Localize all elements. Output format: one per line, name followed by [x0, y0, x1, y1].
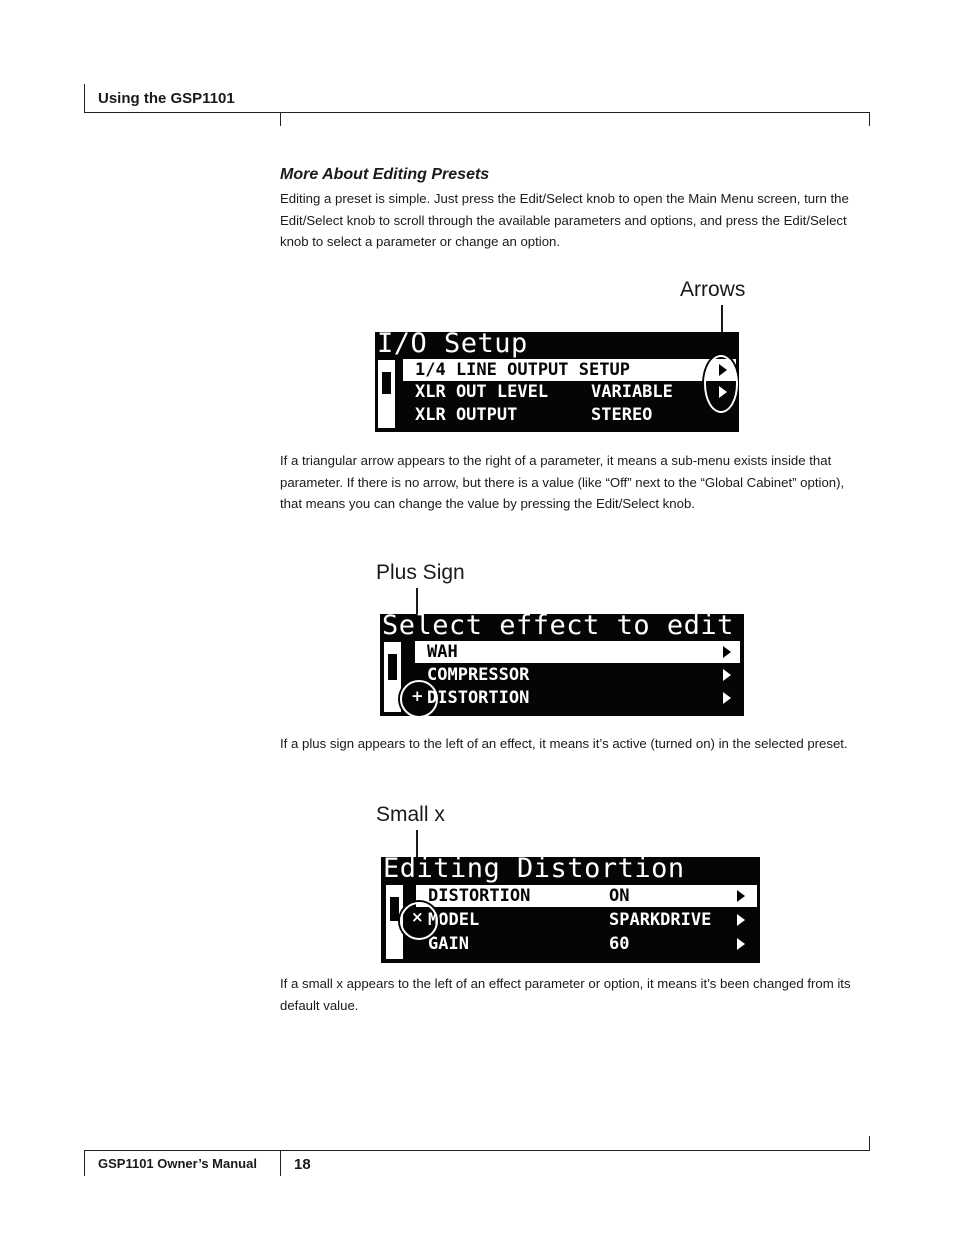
- lcd-title: I/O Setup: [377, 332, 528, 359]
- menu-row: WAH: [415, 641, 740, 663]
- header-tick-mid: [280, 112, 281, 126]
- menu-row: XLR OUT LEVEL VARIABLE: [403, 381, 736, 403]
- scrollbar: [384, 642, 401, 712]
- section-title: More About Editing Presets: [280, 166, 490, 183]
- footer-manual-title: GSP1101 Owner’s Manual: [98, 1156, 257, 1171]
- menu-row: 1/4 LINE OUTPUT SETUP: [403, 359, 736, 381]
- menu-row: DISTORTION: [415, 687, 740, 709]
- header-rule-left: [84, 84, 85, 112]
- callout-small-x: Small x: [376, 803, 445, 826]
- submenu-arrow-icon: [737, 938, 745, 950]
- callout-arrows: Arrows: [680, 278, 746, 301]
- footer-tick-right: [869, 1136, 870, 1150]
- lcd-editing-distortion: [381, 857, 760, 963]
- intro-paragraph: Editing a preset is simple. Just press the Edit/Select knob to open the Main Menu screen, turn the Edit/Select knob to scroll through the available parameters and options, and press the Edit/Select knob to select a parameter or change an option.: [280, 191, 849, 249]
- menu-row: XLR OUTPUT STEREO: [415, 405, 653, 425]
- menu-row: GAIN 60: [416, 933, 757, 955]
- submenu-arrow-icon: [723, 646, 731, 658]
- callout-ring: [704, 355, 738, 413]
- submenu-arrow-icon: [737, 914, 745, 926]
- callout-ring: [400, 902, 438, 940]
- footer-rule-left: [84, 1150, 85, 1176]
- submenu-arrow-icon: [723, 669, 731, 681]
- small-x-icon: ×: [411, 908, 424, 926]
- lcd-title: Select effect to edit: [382, 614, 734, 641]
- menu-row: DISTORTION ON: [416, 885, 757, 907]
- small-x-paragraph: If a small x appears to the left of an effect parameter or option, it means it’s been changed from its default value.: [280, 976, 851, 1013]
- footer-rule: [84, 1150, 870, 1151]
- callout-plus-sign: Plus Sign: [376, 561, 465, 584]
- submenu-arrow-icon: [737, 890, 745, 902]
- footer-rule-mid: [280, 1150, 281, 1176]
- running-header: Using the GSP1101: [98, 90, 235, 107]
- menu-row: COMPRESSOR: [415, 664, 740, 686]
- submenu-arrow-icon: [723, 692, 731, 704]
- lcd-title: Editing Distortion: [383, 857, 685, 884]
- menu-row: MODEL SPARKDRIVE: [416, 909, 757, 931]
- header-rule: [84, 112, 870, 113]
- scrollbar: [378, 360, 395, 428]
- page-number: 18: [294, 1156, 311, 1173]
- lcd-io-setup: [375, 332, 739, 432]
- plus-paragraph: If a plus sign appears to the left of an effect, it means it’s active (turned on) in the selected preset.: [280, 736, 848, 751]
- lcd-select-effect: [380, 614, 744, 716]
- plus-sign-icon: +: [411, 687, 424, 705]
- callout-ring: [400, 680, 438, 716]
- arrows-paragraph: If a triangular arrow appears to the right of a parameter, it means a sub-menu exists inside that parameter. If there is no arrow, but there is a value (like “Off” next to the “Global Cabinet” option), that means you can change the value by pressing the Edit/Select knob.: [280, 453, 845, 511]
- header-tick-right: [869, 112, 870, 126]
